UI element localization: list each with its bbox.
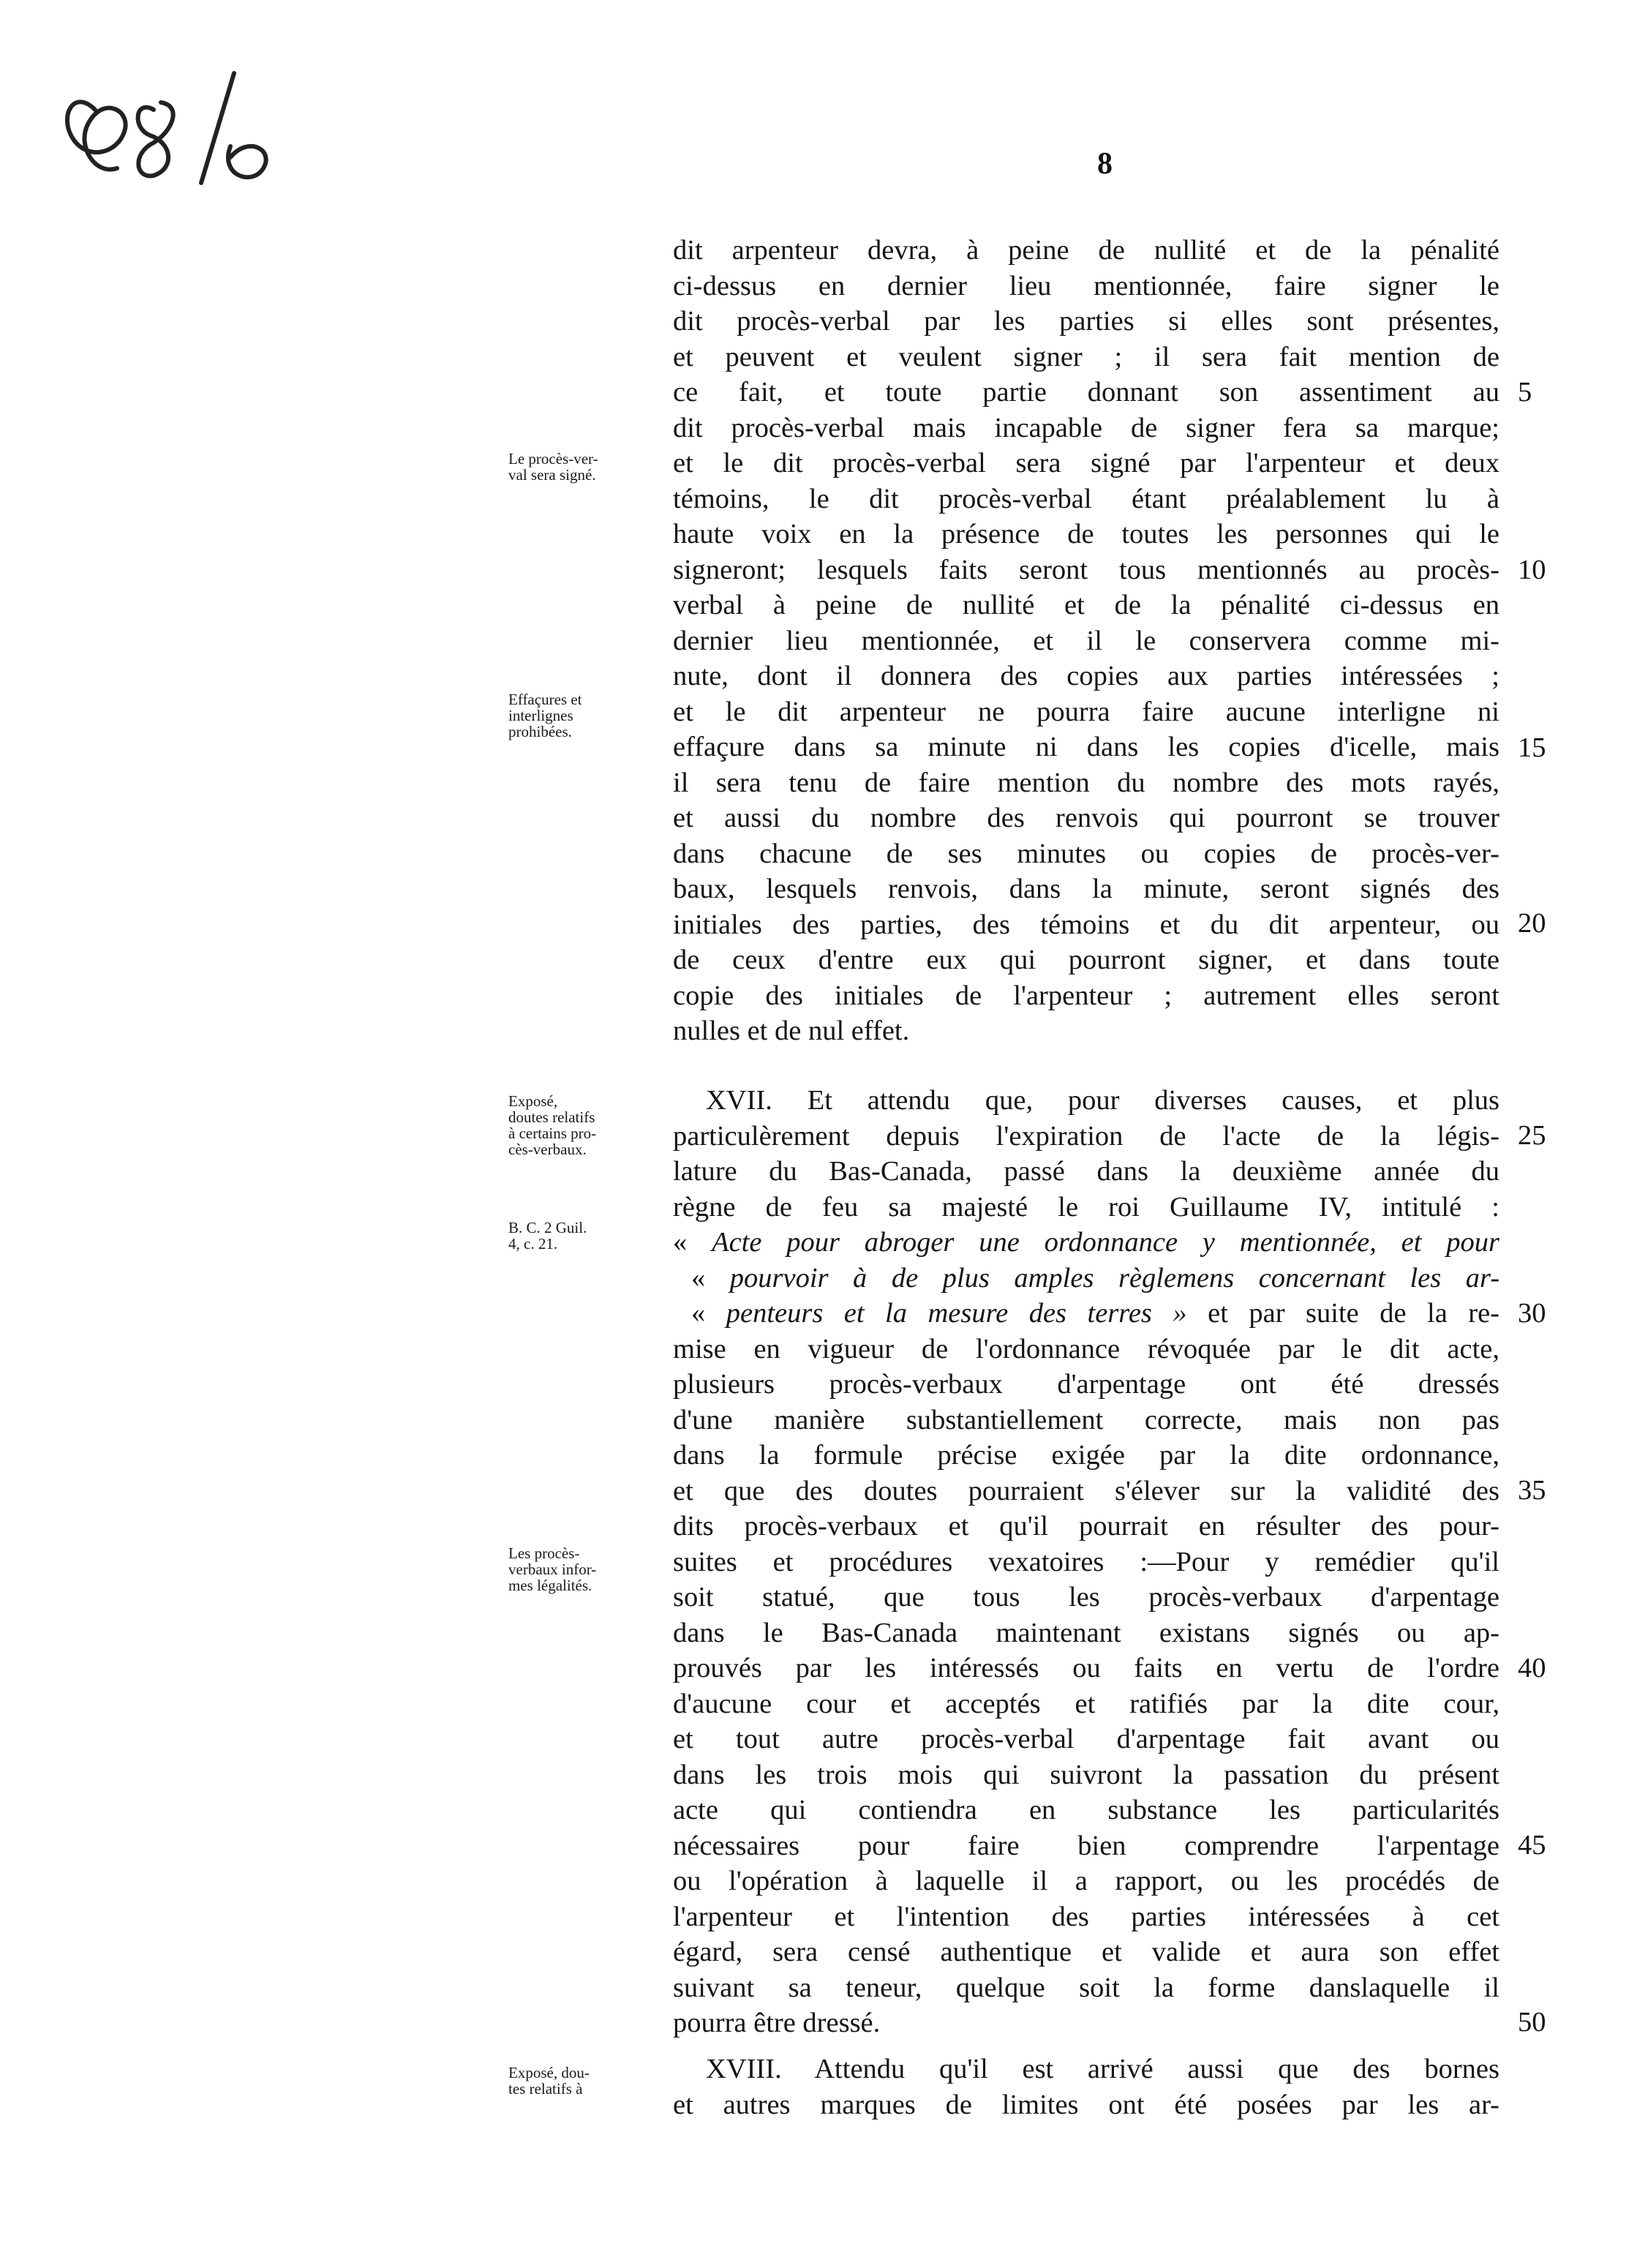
- text-line: et tout autre procès-verbal d'arpentage fait avant ou: [673, 1724, 1499, 1754]
- margin-note-line: Exposé,: [508, 1092, 558, 1110]
- text-line: et aussi du nombre des renvois qui pourront se trouver: [673, 803, 1499, 833]
- text-line: et le dit arpenteur ne pourra faire aucune interligne ni: [673, 696, 1499, 727]
- margin-note-line: B. C. 2 Guil.: [508, 1219, 587, 1236]
- text-line: XVII. Et attendu que, pour diverses causes, et plus: [706, 1085, 1499, 1116]
- text-line: nulles et de nul effet.: [673, 1015, 910, 1046]
- margin-note: [508, 691, 662, 740]
- text-line: verbal à peine de nullité et de la pénalité ci-dessus en: [673, 590, 1499, 620]
- line-number: 10: [1518, 555, 1546, 585]
- text-line: ou l'opération à laquelle il a rapport, ou les procédés de: [673, 1866, 1499, 1896]
- text-line: plusieurs procès-verbaux d'arpentage ont été dressés: [673, 1369, 1499, 1400]
- margin-note-line: cès-verbaux.: [508, 1141, 587, 1158]
- margin-note: [508, 2065, 662, 2097]
- line-number: 40: [1518, 1653, 1546, 1683]
- text-line: « pourvoir à de plus amples règlemens concernant les ar-: [691, 1262, 1499, 1293]
- text-block: [673, 1083, 1499, 2041]
- text-line: et que des doutes pourraient s'élever sur la validité des: [673, 1475, 1499, 1506]
- line-number: 30: [1518, 1298, 1546, 1329]
- margin-note-line: mes légalités.: [508, 1577, 592, 1594]
- page-number: 8: [1097, 147, 1113, 181]
- text-line: acte qui contiendra en substance les particularités: [673, 1795, 1499, 1825]
- text-line: et autres marques de limites ont été posées par les ar-: [673, 2089, 1499, 2120]
- text-line: ci-dessus en dernier lieu mentionnée, faire signer le: [673, 270, 1499, 301]
- text-line: égard, sera censé authentique et valide et aura son effet: [673, 1937, 1499, 1967]
- line-number: 35: [1518, 1475, 1546, 1506]
- margin-note-line: Le procès-ver-: [508, 450, 598, 468]
- margin-note-line: verbaux infor-: [508, 1561, 597, 1578]
- line-number: 50: [1518, 2007, 1546, 2038]
- text-block: [673, 233, 1499, 1049]
- margin-note-line: Les procès-: [508, 1544, 580, 1562]
- margin-note-line: val sera signé.: [508, 466, 596, 484]
- text-line: suivant sa teneur, quelque soit la forme danslaquelle il: [673, 1972, 1499, 2003]
- text-line: prouvés par les intéressés ou faits en vertu de l'ordre: [673, 1653, 1499, 1683]
- margin-note-line: prohibées.: [508, 723, 572, 740]
- text-line: suites et procédures vexatoires :—Pour y remédier qu'il: [673, 1546, 1499, 1577]
- text-line: ce fait, et toute partie donnant son assentiment au: [673, 377, 1499, 408]
- text-line: règne de feu sa majesté le roi Guillaume IV, intitulé :: [673, 1191, 1499, 1223]
- margin-note-line: à certains pro-: [508, 1124, 597, 1142]
- margin-note: [508, 451, 662, 483]
- margin-note: [508, 1093, 662, 1157]
- margin-note: [508, 1220, 662, 1252]
- text-line: effaçure dans sa minute ni dans les copies d'icelle, mais: [673, 732, 1499, 762]
- text-line: d'une manière substantiellement correcte, mais non pas: [673, 1404, 1499, 1435]
- line-number: 25: [1518, 1120, 1546, 1151]
- text-line: dans le Bas-Canada maintenant existans signés ou ap-: [673, 1617, 1499, 1648]
- text-line: XVIII. Attendu qu'il est arrivé aussi que des bornes: [706, 2054, 1499, 2084]
- text-line: nute, dont il donnera des copies aux parties intéressées ;: [673, 661, 1499, 691]
- text-line: particulèrement depuis l'expiration de l'acte de la légis-: [673, 1120, 1499, 1152]
- text-line: nécessaires pour faire bien comprendre l'arpentage: [673, 1830, 1499, 1861]
- text-line: témoins, le dit procès-verbal étant préalablement lu à: [673, 483, 1499, 514]
- text-line: dans la formule précise exigée par la dite ordonnance,: [673, 1440, 1499, 1471]
- text-line: et peuvent et veulent signer ; il sera fait mention de: [673, 341, 1499, 372]
- text-line: dits procès-verbaux et qu'il pourrait en résulter des pour-: [673, 1511, 1499, 1542]
- text-line: mise en vigueur de l'ordonnance révoquée par le dit acte,: [673, 1333, 1499, 1364]
- margin-note-line: 4, c. 21.: [508, 1235, 558, 1253]
- text-line: « Acte pour abroger une ordonnance y mentionnée, et pour: [673, 1227, 1499, 1258]
- text-line: dans les trois mois qui suivront la passation du présent: [673, 1759, 1499, 1790]
- text-line: pourra être dressé.: [673, 2008, 881, 2038]
- margin-note-line: tes relatifs à: [508, 2080, 583, 2098]
- line-number: 5: [1518, 377, 1532, 408]
- text-line: dernier lieu mentionnée, et il le conservera comme mi-: [673, 625, 1499, 656]
- text-line: et le dit procès-verbal sera signé par l'arpenteur et deux: [673, 448, 1499, 478]
- margin-note-line: interlignes: [508, 707, 573, 724]
- text-line: dit arpenteur devra, à peine de nullité et de la pénalité: [673, 235, 1499, 266]
- line-number: 20: [1518, 908, 1546, 939]
- text-line: dans chacune de ses minutes ou copies de procès-ver-: [673, 838, 1499, 869]
- text-line: copie des initiales de l'arpenteur ; autrement elles seront: [673, 980, 1499, 1011]
- line-number: 15: [1518, 732, 1546, 763]
- text-line: lature du Bas-Canada, passé dans la deuxième année du: [673, 1156, 1499, 1187]
- text-line: signeront; lesquels faits seront tous mentionnés au procès-: [673, 554, 1499, 585]
- text-line: dit procès-verbal par les parties si elles sont présentes,: [673, 306, 1499, 337]
- text-line: initiales des parties, des témoins et du dit arpenteur, ou: [673, 909, 1499, 940]
- text-block: [673, 2051, 1499, 2122]
- margin-note-line: Exposé, dou-: [508, 2064, 590, 2081]
- text-line: baux, lesquels renvois, dans la minute, seront signés des: [673, 874, 1499, 904]
- text-line: il sera tenu de faire mention du nombre des mots rayés,: [673, 767, 1499, 798]
- text-line: soit statué, que tous les procès-verbaux d'arpentage: [673, 1582, 1499, 1612]
- text-line: de ceux d'entre eux qui pourront signer, et dans toute: [673, 945, 1499, 975]
- margin-note-line: Effaçures et: [508, 691, 582, 708]
- text-line: d'aucune cour et acceptés et ratifiés par la dite cour,: [673, 1688, 1499, 1719]
- line-number: 45: [1518, 1830, 1546, 1860]
- text-line: dit procès-verbal mais incapable de signer fera sa marque;: [673, 412, 1499, 443]
- margin-note: [508, 1545, 662, 1593]
- handwritten-folio: [44, 59, 293, 190]
- text-line: « penteurs et la mesure des terres » et par suite de la re-: [691, 1298, 1499, 1329]
- text-line: l'arpenteur et l'intention des parties intéressées à cet: [673, 1901, 1499, 1932]
- text-line: haute voix en la présence de toutes les personnes qui le: [673, 519, 1499, 549]
- margin-note-line: doutes relatifs: [508, 1108, 595, 1126]
